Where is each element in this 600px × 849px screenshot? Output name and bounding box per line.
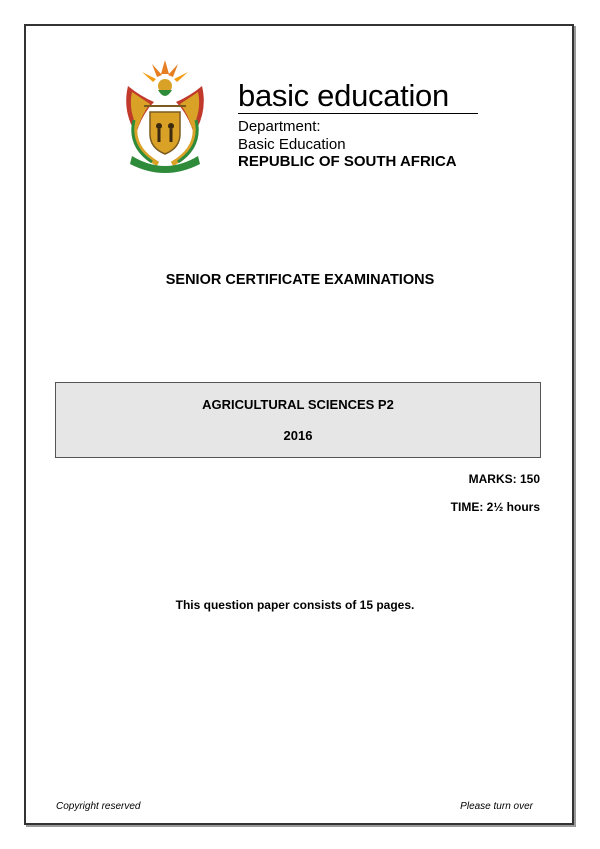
- marks-label: MARKS: 150: [468, 472, 540, 486]
- turn-over-footer: Please turn over: [460, 801, 533, 812]
- page-count-note: This question paper consists of 15 pages.: [175, 598, 415, 612]
- copyright-footer: Copyright reserved: [56, 801, 141, 812]
- department-name: Basic Education: [238, 136, 346, 153]
- subject-year: 2016: [283, 428, 313, 443]
- department-label: Department:: [238, 118, 321, 135]
- country-name: REPUBLIC OF SOUTH AFRICA: [238, 153, 457, 170]
- sun-rays: [142, 60, 188, 82]
- time-label: TIME: 2½ hours: [450, 500, 540, 514]
- subject-name: AGRICULTURAL SCIENCES P2: [202, 397, 394, 412]
- exam-title: SENIOR CERTIFICATE EXAMINATIONS: [165, 272, 435, 288]
- subject-box: [55, 382, 541, 458]
- brand-divider: [238, 113, 478, 114]
- coat-of-arms-icon: [118, 56, 212, 176]
- brand-title: basic education: [238, 78, 449, 113]
